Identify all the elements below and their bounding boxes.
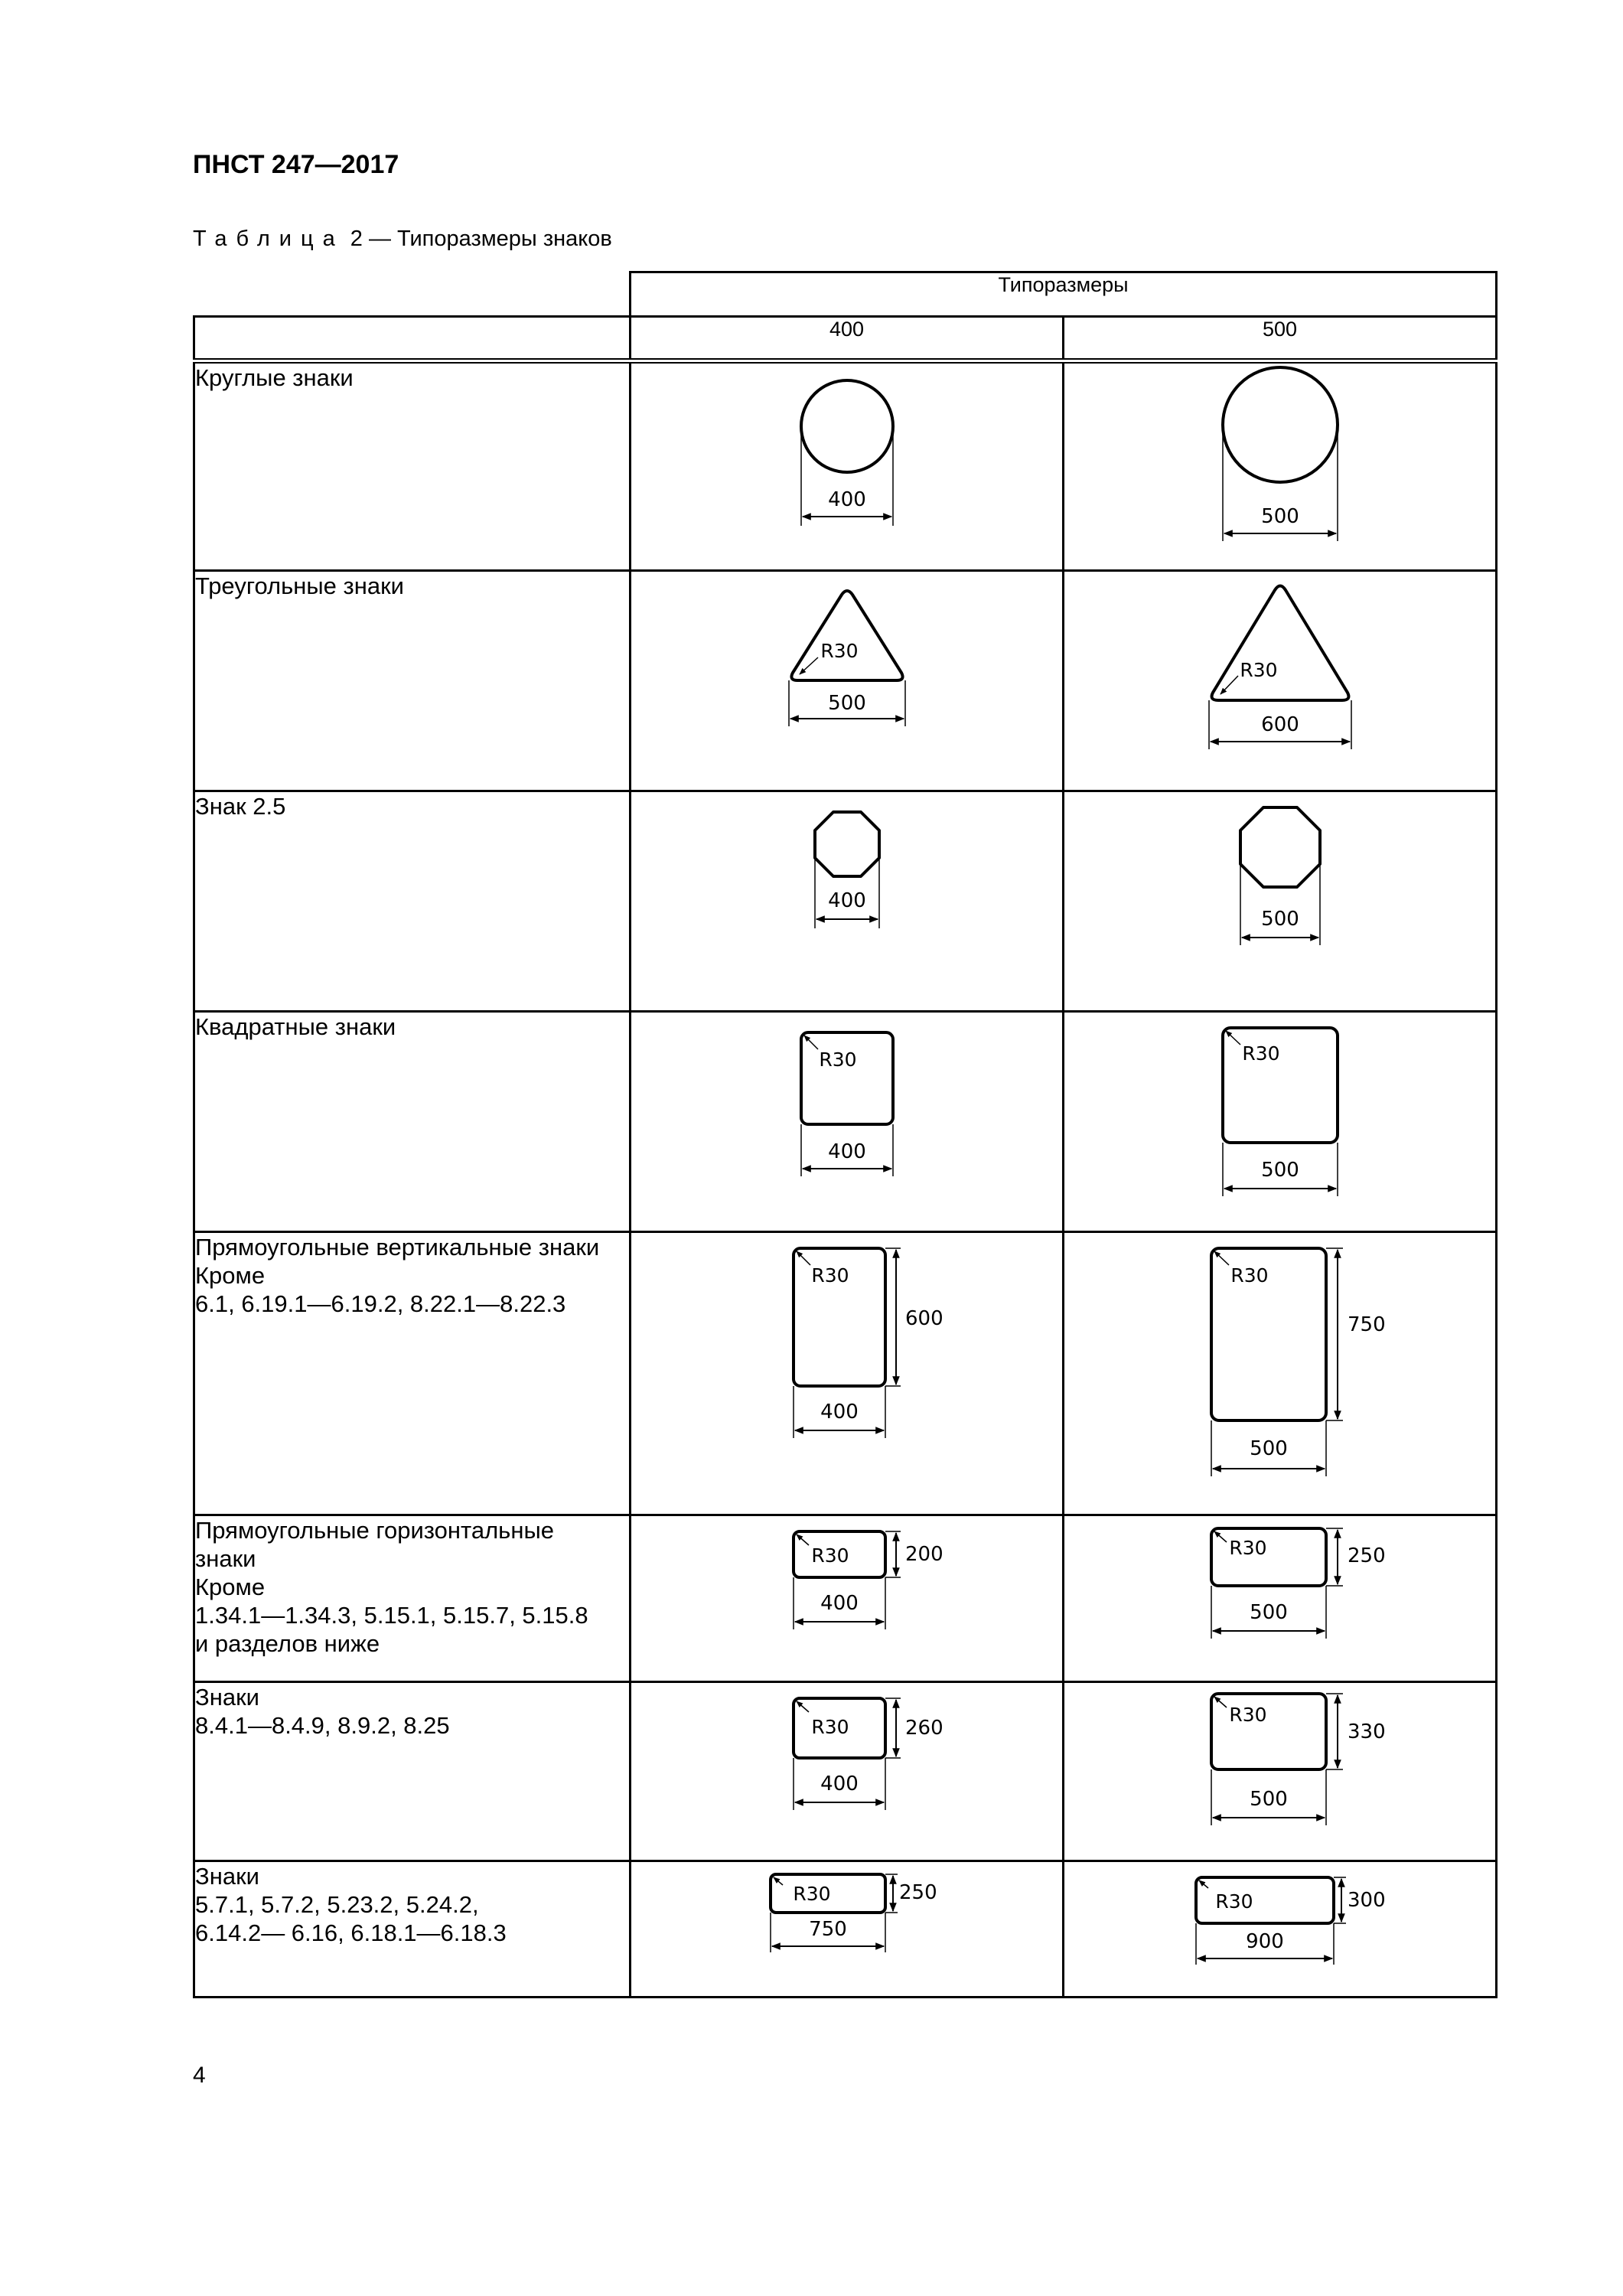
cell-horizontal-rect-400 (631, 1515, 1064, 1682)
triangle-400-radius-label: R30 (820, 640, 859, 662)
triangle-sign-400-drawing (763, 572, 931, 748)
label-line: Знаки (195, 1863, 259, 1890)
cell-triangle-400 (631, 571, 1064, 791)
group-header: Типоразмеры (631, 272, 1497, 317)
label-line: знаки (195, 1545, 256, 1572)
horizontal-rect-500-height-label: 250 (1347, 1544, 1386, 1567)
square-sign-400-drawing (763, 1013, 931, 1189)
horizontal-rect-400-radius-label: R30 (810, 1544, 849, 1567)
octagon-sign-400-drawing (763, 792, 931, 968)
vertical-rect-400-height-label: 600 (904, 1307, 943, 1330)
octagon-sign-500-drawing (1196, 792, 1364, 976)
row-label-round: Круглые знаки (194, 361, 631, 571)
row-label-octagon: Знак 2.5 (194, 791, 631, 1012)
round-400-width-label: 400 (827, 488, 866, 511)
horizontal-rect-sign-500-drawing (1173, 1516, 1387, 1654)
horizontal-rect-400-height-label: 200 (904, 1543, 943, 1566)
row-label-vertical-rect (194, 1232, 631, 1515)
signs-5-7-400-width-label: 750 (808, 1918, 847, 1941)
label-line: 1.34.1—1.34.3, 5.15.1, 5.15.7, 5.15.8 (195, 1602, 588, 1629)
header-empty-cell (194, 317, 631, 361)
signs-8-4-500-radius-label: R30 (1228, 1704, 1267, 1726)
cell-vertical-rect-500 (1064, 1232, 1497, 1515)
triangle-sign-500-shape (1211, 586, 1348, 701)
page-number: 4 (193, 2063, 206, 2088)
cell-signs-8-4-400 (631, 1682, 1064, 1861)
signs-8-4-400-drawing (748, 1683, 947, 1836)
row-label-triangle: Треугольные знаки (194, 571, 631, 791)
signs-5-7-400-radius-label: R30 (792, 1883, 831, 1905)
label-line: Кроме (195, 1574, 266, 1600)
cell-triangle-500 (1064, 571, 1497, 791)
square-500-radius-label: R30 (1241, 1042, 1280, 1065)
document-code: ПНСТ 247—2017 (193, 150, 399, 179)
caption-label: Таблица (193, 227, 344, 251)
vertical-rect-500-radius-label: R30 (1230, 1264, 1269, 1287)
horizontal-rect-400-width-label: 400 (820, 1592, 859, 1615)
vertical-rect-sign-500-drawing (1173, 1233, 1387, 1493)
caption-text: — Типоразмеры знаков (368, 227, 612, 251)
triangle-400-width-label: 500 (827, 692, 866, 715)
label-line: Знаки (195, 1684, 259, 1711)
round-sign-400-shape (801, 380, 893, 472)
table-caption (193, 227, 612, 252)
sizes-table (193, 271, 1498, 1998)
column-header-500: 500 (1064, 317, 1497, 361)
cell-square-400 (631, 1012, 1064, 1232)
label-line: Прямоугольные горизонтальные (195, 1517, 554, 1544)
octagon-500-width-label: 500 (1260, 908, 1299, 931)
square-400-radius-label: R30 (818, 1049, 857, 1071)
signs-8-4-400-height-label: 260 (904, 1717, 943, 1740)
square-500-width-label: 500 (1260, 1159, 1299, 1182)
vertical-rect-400-radius-label: R30 (810, 1264, 849, 1287)
label-line: и разделов ниже (195, 1630, 380, 1657)
signs-8-4-500-width-label: 500 (1249, 1788, 1288, 1811)
horizontal-rect-500-radius-label: R30 (1228, 1537, 1267, 1559)
vertical-rect-sign-500-shape (1211, 1248, 1326, 1420)
triangle-sign-500-drawing (1196, 572, 1364, 763)
signs-5-7-500-drawing (1173, 1862, 1387, 1977)
square-sign-500-drawing (1196, 1013, 1364, 1204)
vertical-rect-500-width-label: 500 (1249, 1437, 1288, 1460)
octagon-sign-400-shape (815, 812, 879, 876)
label-line: Кроме (195, 1262, 266, 1289)
signs-5-7-500-width-label: 900 (1245, 1930, 1284, 1953)
row-label-square: Квадратные знаки (194, 1012, 631, 1232)
signs-8-4-500-height-label: 330 (1347, 1720, 1386, 1743)
label-line: 6.1, 6.19.1—6.19.2, 8.22.1—8.22.3 (195, 1290, 566, 1317)
label-line: 8.4.1—8.4.9, 8.9.2, 8.25 (195, 1712, 450, 1739)
signs-8-4-500-drawing (1173, 1683, 1387, 1844)
cell-signs-5-7-400 (631, 1861, 1064, 1998)
signs-5-7-500-height-label: 300 (1347, 1889, 1386, 1912)
cell-horizontal-rect-500 (1064, 1515, 1497, 1682)
signs-8-4-400-radius-label: R30 (810, 1716, 849, 1738)
signs-5-7-500-radius-label: R30 (1214, 1890, 1253, 1913)
cell-round-400 (631, 361, 1064, 571)
horizontal-rect-sign-400-drawing (748, 1516, 947, 1654)
horizontal-rect-500-width-label: 500 (1249, 1601, 1288, 1624)
triangle-500-radius-label: R30 (1239, 659, 1278, 681)
cell-square-500 (1064, 1012, 1497, 1232)
cell-vertical-rect-400 (631, 1232, 1064, 1515)
cell-octagon-500 (1064, 791, 1497, 1012)
label-line: 5.7.1, 5.7.2, 5.23.2, 5.24.2, (195, 1891, 479, 1918)
blank-corner (194, 272, 631, 317)
octagon-sign-500-shape (1240, 807, 1320, 887)
square-400-width-label: 400 (827, 1140, 866, 1163)
label-line: 6.14.2— 6.16, 6.18.1—6.18.3 (195, 1919, 507, 1946)
row-label-signs-8-4 (194, 1682, 631, 1861)
signs-8-4-400-width-label: 400 (820, 1773, 859, 1795)
signs-5-7-400-drawing (748, 1862, 947, 1969)
vertical-rect-400-width-label: 400 (820, 1401, 859, 1424)
cell-signs-8-4-500 (1064, 1682, 1497, 1861)
caption-number: 2 (350, 227, 363, 251)
row-label-horizontal-rect (194, 1515, 631, 1682)
round-sign-500-drawing (1196, 364, 1364, 547)
cell-signs-5-7-500 (1064, 1861, 1497, 1998)
label-line: Прямоугольные вертикальные знаки (195, 1234, 600, 1261)
triangle-500-width-label: 600 (1260, 713, 1299, 736)
signs-5-7-400-height-label: 250 (898, 1881, 937, 1904)
cell-octagon-400 (631, 791, 1064, 1012)
round-500-width-label: 500 (1260, 505, 1299, 528)
vertical-rect-500-height-label: 750 (1347, 1313, 1386, 1336)
round-sign-500-shape (1223, 367, 1338, 482)
cell-round-500 (1064, 361, 1497, 571)
octagon-400-width-label: 400 (827, 889, 866, 912)
row-label-signs-5-7 (194, 1861, 631, 1998)
vertical-rect-sign-400-drawing (748, 1233, 947, 1463)
column-header-400: 400 (631, 317, 1064, 361)
round-sign-400-drawing (763, 364, 931, 547)
